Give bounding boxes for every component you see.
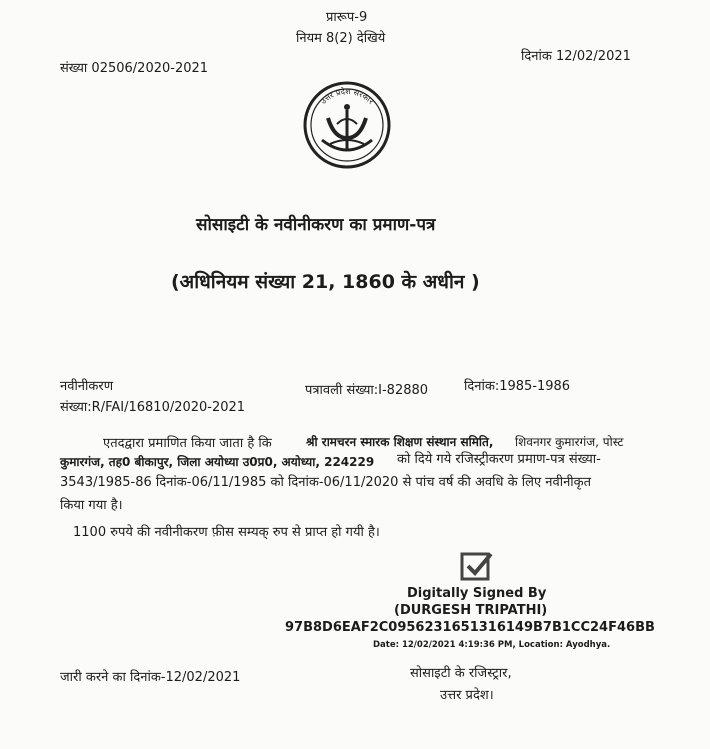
rule-reference: नियम 8(2) देखिये	[296, 31, 386, 46]
society-address: कुमारगंज, तह0 बीकापुर, जिला अयोध्या उ0प्र0, अयोध्या, 224229	[60, 455, 375, 469]
signer-name: (DURGESH TRIPATHI)	[394, 603, 548, 618]
checkbox-check-icon	[460, 550, 494, 582]
reference-number: संख्या 02506/2020-2021	[60, 61, 209, 76]
signature-hash: 97B8D6EAF2C0956231651316149B7B1CC24F46BB	[285, 620, 655, 635]
file-date: दिनांक:1985-1986	[464, 379, 571, 394]
signature-timestamp: Date: 12/02/2021 4:19:36 PM, Location: Ayodhya.	[373, 640, 611, 650]
society-name: श्री रामचरन स्मारक शिक्षण संस्थान समिति,	[306, 435, 494, 449]
issue-date: जारी करने का दिनांक-12/02/2021	[60, 670, 241, 685]
society-address-start: शिवनगर कुमारगंज, पोस्ट	[515, 435, 624, 449]
form-number: प्रारूप-9	[326, 10, 368, 25]
body-line1-intro: एतदद्वारा प्रमाणित किया जाता है कि	[103, 436, 272, 451]
renewal-label: नवीनीकरण	[60, 379, 114, 394]
body-line3: 3543/1985-86 दिनांक-06/11/1985 को दिनांक-06/11/2020 से पांच वर्ष की अवधि के लिए नवीनीकृत	[60, 475, 592, 490]
certificate-subtitle: (अधिनियम संख्या 21, 1860 के अधीन )	[171, 271, 480, 293]
header-date: दिनांक 12/02/2021	[521, 49, 631, 64]
file-number: पत्रावली संख्या:I-82880	[305, 383, 429, 398]
emblem-text: उत्तर प्रदेश सरकार	[318, 86, 376, 106]
certificate-title: सोसाइटी के नवीनीकरण का प्रमाण-पत्र	[196, 215, 436, 235]
up-government-emblem	[302, 80, 392, 170]
registrar-title: सोसाइटी के रजिस्ट्रार,	[410, 666, 512, 681]
digitally-signed-label: Digitally Signed By	[407, 586, 547, 601]
body-line2-text: को दिये गये रजिस्ट्रीकरण प्रमाण-पत्र संख्या-	[397, 452, 601, 467]
renewal-number: संख्या:R/FAI/16810/2020-2021	[60, 400, 246, 415]
body-line4: किया गया है।	[60, 498, 123, 513]
fee-line: 1100 रुपये की नवीनीकरण फ़ीस सम्यक् रुप से प्राप्त हो गयी है।	[73, 525, 380, 540]
registrar-state: उत्तर प्रदेश।	[440, 688, 494, 703]
